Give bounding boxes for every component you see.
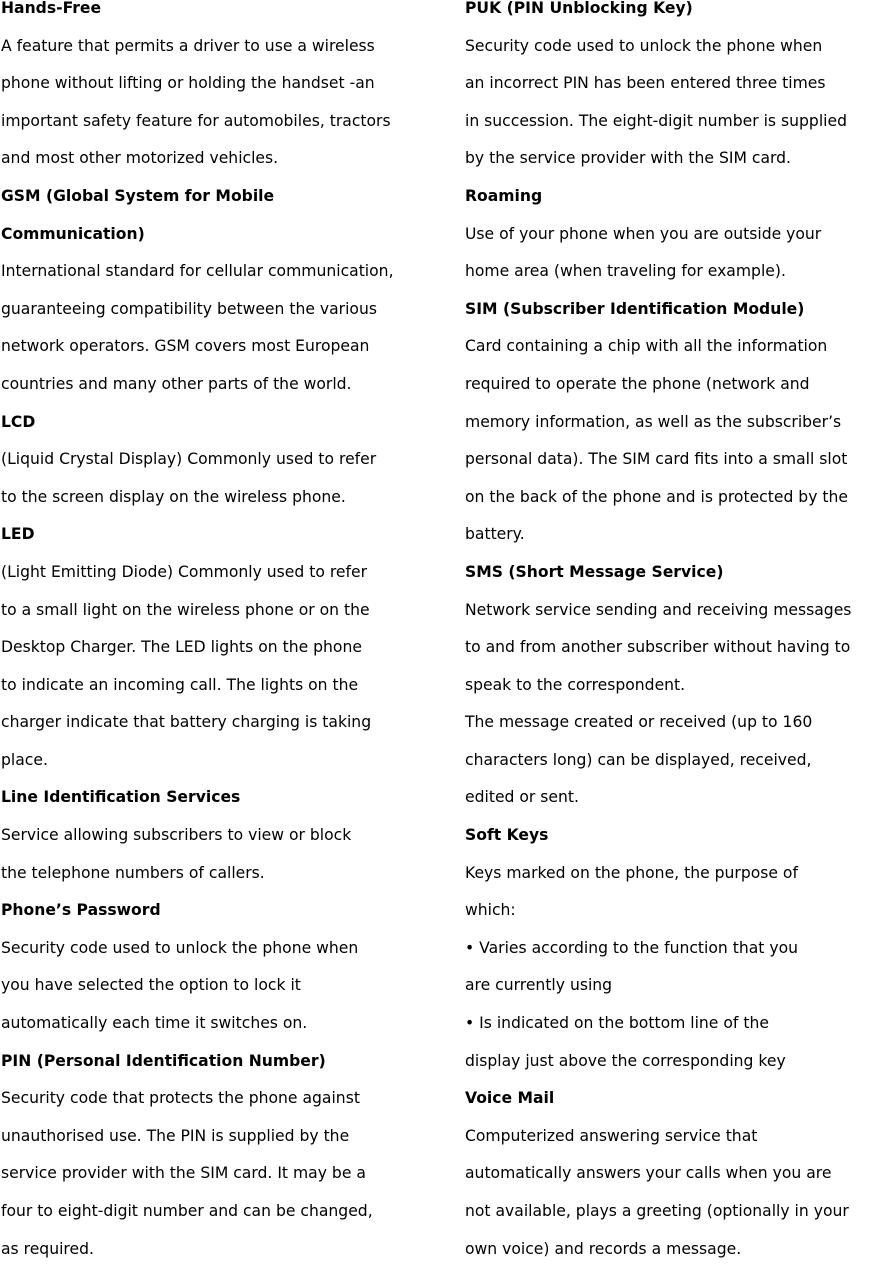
glossary-definition-line: to and from another subscriber without having to bbox=[465, 638, 851, 657]
glossary-left-column bbox=[1, 0, 441, 1278]
glossary-definition-line: Service allowing subscribers to view or block bbox=[1, 826, 352, 845]
glossary-definition-line: display just above the corresponding key bbox=[465, 1051, 786, 1070]
glossary-definition-line: to indicate an incoming call. The lights on the bbox=[1, 675, 359, 694]
glossary-definition-line: A feature that permits a driver to use a wireless bbox=[1, 36, 375, 55]
glossary-definition-line: Computerized answering service that bbox=[465, 1126, 758, 1145]
glossary-term: Communication) bbox=[1, 224, 145, 243]
glossary-definition-line: Use of your phone when you are outside your bbox=[465, 224, 822, 243]
glossary-definition-line: Security code used to unlock the phone when bbox=[465, 36, 823, 55]
glossary-term: Voice Mail bbox=[465, 1089, 555, 1108]
glossary-term: SIM (Subscriber Identification Module) bbox=[465, 299, 805, 318]
glossary-term: Line Identification Services bbox=[1, 788, 241, 807]
glossary-definition-line: Security code used to unlock the phone when bbox=[1, 938, 359, 957]
glossary-definition-line: International standard for cellular communication, bbox=[1, 262, 394, 281]
glossary-term: PIN (Personal Identification Number) bbox=[1, 1051, 326, 1070]
glossary-right-column bbox=[465, 0, 881, 1278]
glossary-definition-line: in succession. The eight-digit number is supplied bbox=[465, 111, 847, 130]
glossary-definition-line: to a small light on the wireless phone or on the bbox=[1, 600, 370, 619]
glossary-definition-line: important safety feature for automobiles, tractors bbox=[1, 111, 391, 130]
glossary-definition-line: are currently using bbox=[465, 976, 613, 995]
glossary-definition-line: charger indicate that battery charging is taking bbox=[1, 713, 372, 732]
glossary-definition-line: (Light Emitting Diode) Commonly used to refer bbox=[1, 562, 368, 581]
glossary-definition-line: unauthorised use. The PIN is supplied by the bbox=[1, 1126, 350, 1145]
glossary-definition-line: not available, plays a greeting (optionally in your bbox=[465, 1202, 849, 1220]
glossary-definition-line: to the screen display on the wireless phone. bbox=[1, 487, 346, 506]
glossary-term: LCD bbox=[1, 412, 36, 431]
glossary-definition-line: phone without lifting or holding the handset -an bbox=[1, 74, 375, 93]
glossary-definition-line: battery. bbox=[465, 525, 525, 544]
glossary-definition-line: • Varies according to the function that you bbox=[465, 938, 799, 957]
glossary-term: GSM (Global System for Mobile bbox=[1, 186, 275, 205]
glossary-definition-line: on the back of the phone and is protected by the bbox=[465, 487, 848, 506]
glossary-term: Phone’s Password bbox=[1, 901, 161, 920]
glossary-definition-line: and most other motorized vehicles. bbox=[1, 149, 279, 168]
glossary-definition-line: required to operate the phone (network and bbox=[465, 374, 810, 393]
glossary-definition-line: characters long) can be displayed, received, bbox=[465, 750, 812, 769]
glossary-definition-line: The message created or received (up to 160 bbox=[465, 713, 813, 732]
glossary-definition-line: personal data). The SIM card fits into a small slot bbox=[465, 450, 848, 469]
glossary-definition-line: Desktop Charger. The LED lights on the phone bbox=[1, 638, 362, 657]
glossary-term: Soft Keys bbox=[465, 826, 549, 845]
glossary-definition-line: automatically answers your calls when you are bbox=[465, 1164, 832, 1183]
glossary-term: Hands-Free bbox=[1, 0, 102, 17]
glossary-definition-line: speak to the correspondent. bbox=[465, 675, 686, 694]
glossary-definition-line: Security code that protects the phone against bbox=[1, 1089, 360, 1108]
glossary-definition-line: home area (when traveling for example). bbox=[465, 262, 786, 281]
glossary-definition-line: guaranteeing compatibility between the various bbox=[1, 299, 377, 318]
glossary-definition-line: which: bbox=[465, 901, 516, 920]
glossary-definition-line: as required. bbox=[1, 1239, 94, 1258]
glossary-definition-line: four to eight-digit number and can be changed, bbox=[1, 1202, 373, 1220]
glossary-definition-line: Keys marked on the phone, the purpose of bbox=[465, 863, 798, 882]
glossary-definition-line: countries and many other parts of the world. bbox=[1, 374, 352, 393]
glossary-term: Roaming bbox=[465, 186, 543, 205]
glossary-definition-line: memory information, as well as the subscriber’s bbox=[465, 412, 842, 431]
glossary-definition-line: Network service sending and receiving messages bbox=[465, 600, 852, 619]
glossary-definition-line: (Liquid Crystal Display) Commonly used to refer bbox=[1, 450, 377, 469]
glossary-definition-line: the telephone numbers of callers. bbox=[1, 863, 265, 882]
glossary-definition-line: place. bbox=[1, 750, 48, 769]
glossary-definition-line: by the service provider with the SIM card. bbox=[465, 149, 791, 168]
glossary-definition-line: service provider with the SIM card. It may be a bbox=[1, 1164, 366, 1183]
glossary-definition-line: edited or sent. bbox=[465, 788, 579, 807]
glossary-term: PUK (PIN Unblocking Key) bbox=[465, 0, 693, 17]
glossary-term: SMS (Short Message Service) bbox=[465, 562, 724, 581]
glossary-definition-line: network operators. GSM covers most European bbox=[1, 337, 370, 356]
glossary-definition-line: • Is indicated on the bottom line of the bbox=[465, 1014, 769, 1033]
glossary-term: LED bbox=[1, 525, 35, 544]
glossary-definition-line: an incorrect PIN has been entered three times bbox=[465, 74, 826, 93]
glossary-definition-line: you have selected the option to lock it bbox=[1, 976, 301, 995]
glossary-definition-line: Card containing a chip with all the information bbox=[465, 337, 828, 356]
glossary-definition-line: own voice) and records a message. bbox=[465, 1239, 742, 1258]
glossary-definition-line: automatically each time it switches on. bbox=[1, 1014, 308, 1033]
